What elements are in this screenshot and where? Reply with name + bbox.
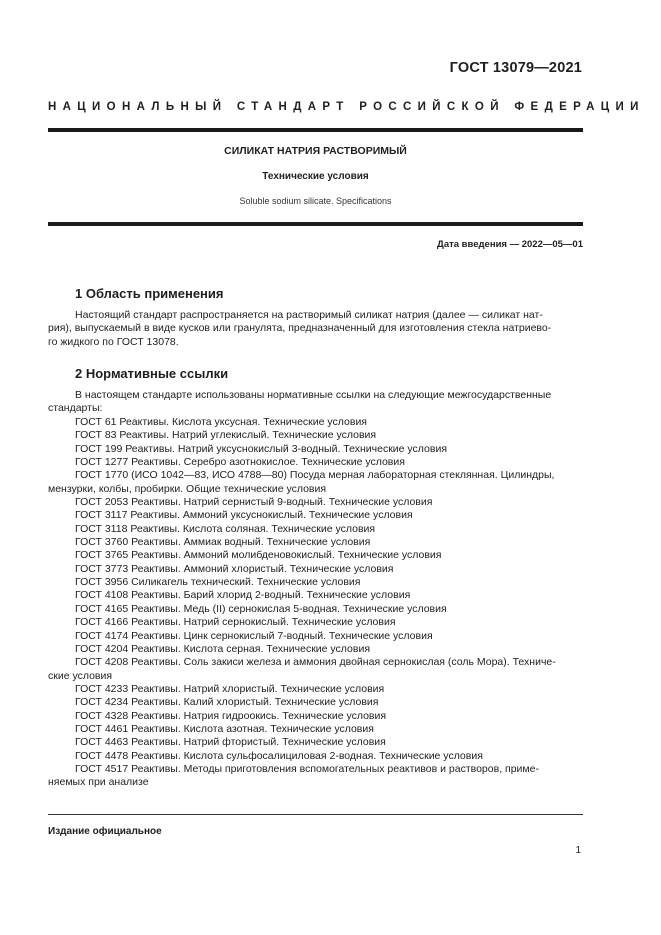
normative-references-list xyxy=(48,416,588,790)
reference-item: мензурки, колбы, пробирки. Общие технические условия xyxy=(48,482,327,495)
reference-item: ГОСТ 4461 Реактивы. Кислота азотная. Технические условия xyxy=(75,722,374,735)
document-subtitle: Технические условия xyxy=(262,171,369,182)
reference-item: ГОСТ 1770 (ИСО 1042—83, ИСО 4788—80) Посуда мерная лабораторная стеклянная. Цилиндры, xyxy=(75,469,555,482)
national-standard-header: НАЦИОНАЛЬНЫЙ СТАНДАРТ РОССИЙСКОЙ ФЕДЕРАЦИИ xyxy=(48,101,645,113)
paragraph-line: рия), выпускаемый в виде кусков или гранулята, предназначенный для изготовления стекла натриево- xyxy=(48,322,552,335)
reference-item: ГОСТ 1277 Реактивы. Серебро азотнокислое. Технические условия xyxy=(75,456,405,469)
reference-item: ГОСТ 4166 Реактивы. Натрий сернокислый. Технические условия xyxy=(75,616,396,629)
paragraph-line: стандарты: xyxy=(48,402,103,415)
reference-item: ГОСТ 4234 Реактивы. Калий хлористый. Технические условия xyxy=(75,696,379,709)
reference-item: ГОСТ 2053 Реактивы. Натрий сернистый 9-водный. Технические условия xyxy=(75,496,433,509)
reference-item: ГОСТ 3118 Реактивы. Кислота соляная. Технические условия xyxy=(75,522,376,535)
reference-item: ГОСТ 4208 Реактивы. Соль закиси железа и аммония двойная сернокислая (соль Мора). Техниче- xyxy=(75,656,556,669)
paragraph-line: В настоящем стандарте использованы нормативные ссылки на следующие межгосударственные xyxy=(75,389,552,401)
reference-item: ГОСТ 4463 Реактивы. Натрий фтористый. Технические условия xyxy=(75,736,386,749)
paragraph-line: го жидкого по ГОСТ 13078. xyxy=(48,335,179,348)
section-2-heading: 2 Нормативные ссылки xyxy=(75,366,229,381)
reference-item: ГОСТ 83 Реактивы. Натрий углекислый. Технические условия xyxy=(75,429,377,442)
reference-item: ские условия xyxy=(48,669,113,682)
reference-item: ГОСТ 4165 Реактивы. Медь (II) сернокислая 5-водная. Технические условия xyxy=(75,602,447,615)
paragraph-line: Настоящий стандарт распространяется на растворимый силикат натрия (далее — силикат нат- xyxy=(75,309,543,321)
section-2-intro xyxy=(48,389,583,416)
title-divider xyxy=(48,222,583,226)
document-title: СИЛИКАТ НАТРИЯ РАСТВОРИМЫЙ xyxy=(224,145,407,157)
reference-item: ГОСТ 4108 Реактивы. Барий хлорид 2-водный. Технические условия xyxy=(75,589,411,602)
reference-item: ГОСТ 4204 Реактивы. Кислота серная. Технические условия xyxy=(75,642,371,655)
reference-item: ГОСТ 61 Реактивы. Кислота уксусная. Технические условия xyxy=(75,416,367,428)
reference-item: ГОСТ 199 Реактивы. Натрий уксуснокислый 3-водный. Технические условия xyxy=(75,442,448,455)
section-1-heading: 1 Область применения xyxy=(75,286,224,301)
top-divider xyxy=(48,128,583,132)
footer-divider xyxy=(48,814,583,815)
reference-item: ГОСТ 4517 Реактивы. Методы приготовления вспомогательных реактивов и растворов, приме- xyxy=(75,762,539,775)
page-number: 1 xyxy=(575,845,581,856)
reference-item: ГОСТ 4328 Реактивы. Натрия гидроокись. Технические условия xyxy=(75,709,387,722)
reference-item: ГОСТ 3765 Реактивы. Аммоний молибденовокислый. Технические условия xyxy=(75,549,442,562)
reference-item: ГОСТ 3773 Реактивы. Аммоний хлористый. Технические условия xyxy=(75,562,394,575)
reference-item: ГОСТ 4478 Реактивы. Кислота сульфосалициловая 2-водная. Технические условия xyxy=(75,749,483,762)
english-title: Soluble sodium silicate. Specifications xyxy=(239,196,392,206)
reference-item: няемых при анализе xyxy=(48,776,149,789)
reference-item: ГОСТ 3117 Реактивы. Аммоний уксуснокислый. Технические условия xyxy=(75,509,413,522)
reference-item: ГОСТ 3760 Реактивы. Аммиак водный. Технические условия xyxy=(75,536,371,549)
document-code: ГОСТ 13079—2021 xyxy=(449,60,582,76)
reference-item: ГОСТ 4174 Реактивы. Цинк сернокислый 7-водный. Технические условия xyxy=(75,629,433,642)
reference-item: ГОСТ 3956 Силикагель технический. Технические условия xyxy=(75,576,361,589)
reference-item: ГОСТ 4233 Реактивы. Натрий хлористый. Технические условия xyxy=(75,682,385,695)
official-edition-label: Издание официальное xyxy=(48,826,162,837)
section-1-paragraph xyxy=(48,309,583,349)
introduction-date: Дата введения — 2022—05—01 xyxy=(437,239,583,250)
